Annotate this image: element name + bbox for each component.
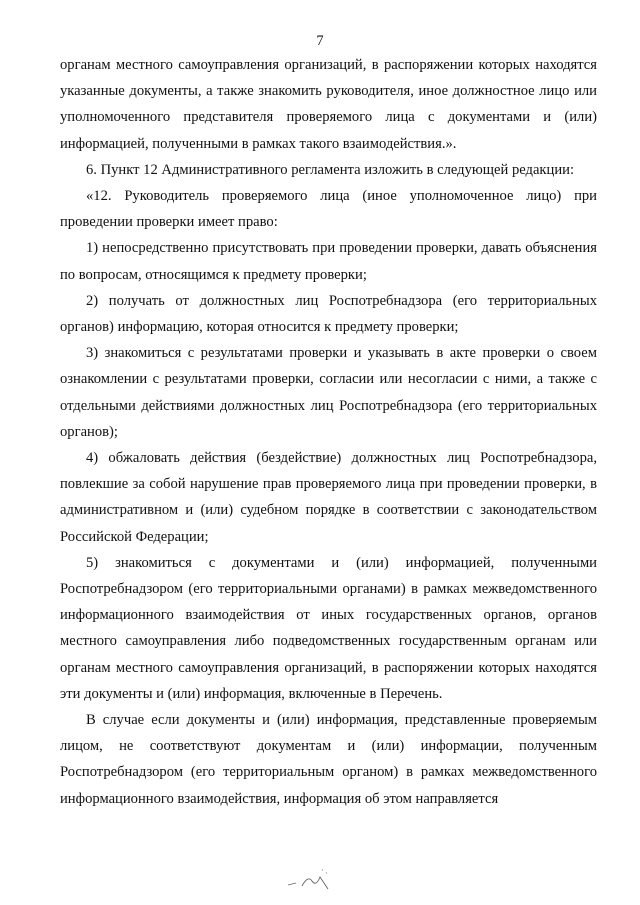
paragraph-right-4: 4) обжаловать действия (бездействие) должностных лиц Роспотребнадзора, повлекшие за собой нарушение прав проверяемого лица при проведении проверки, в административном и (или) судебном порядке в соответствии с законодательством Российской Федерации; [60, 450, 597, 545]
paragraph-continuation: органам местного самоуправления организаций, в распоряжении которых находятся указанные документы, а также знакомить руководителя, иное должностное лицо или уполномоченного представителя проверяемого лица с документами и (или) информацией, полученными в рамках такого взаимодействия.». [60, 57, 597, 152]
paragraph-clause-12: «12. Руководитель проверяемого лица (иное уполномоченное лицо) при проведении проверки имеет право: [60, 188, 597, 231]
paragraph-right-2: 2) получать от должностных лиц Роспотребнадзора (его территориальных органов) информацию, которая относится к предмету проверки; [60, 292, 597, 336]
paragraph-right-3: 3) знакомиться с результатами проверки и указывать в акте проверки о своем ознакомлении с результатами проверки, согласии или несогласии с ними, а также с отдельными действиями должностных лиц Роспотребнадзора (его территориальных органов); [60, 345, 597, 440]
paragraph-right-5: 5) знакомиться с документами и (или) информацией, полученными Роспотребнадзором (его территориальными органами) в рамках межведомственного информационного взаимодействия от иных государственных органов, органов местного самоуправления либо подведомственных государственным органам или органам местного самоуправления организаций, в распоряжении которых находятся эти документы и (или) информация, включенные в Перечень. [60, 554, 597, 702]
paragraph-right-1: 1) непосредственно присутствовать при проведении проверки, давать объяснения по вопросам, относящимся к предмету проверки; [60, 240, 597, 283]
page-number: 7 [316, 33, 324, 49]
document-body [60, 52, 597, 812]
scan-mark [282, 865, 352, 895]
paragraph-item-6: 6. Пункт 12 Административного регламента изложить в следующей редакции: [86, 161, 575, 178]
paragraph-discrepancy: В случае если документы и (или) информация, представленные проверяемым лицом, не соответствуют документам и (или) информации, полученным Роспотребнадзором (его территориальным органом) в рамках межведомственного информационного взаимодействия, информация об этом направляется [60, 712, 597, 807]
